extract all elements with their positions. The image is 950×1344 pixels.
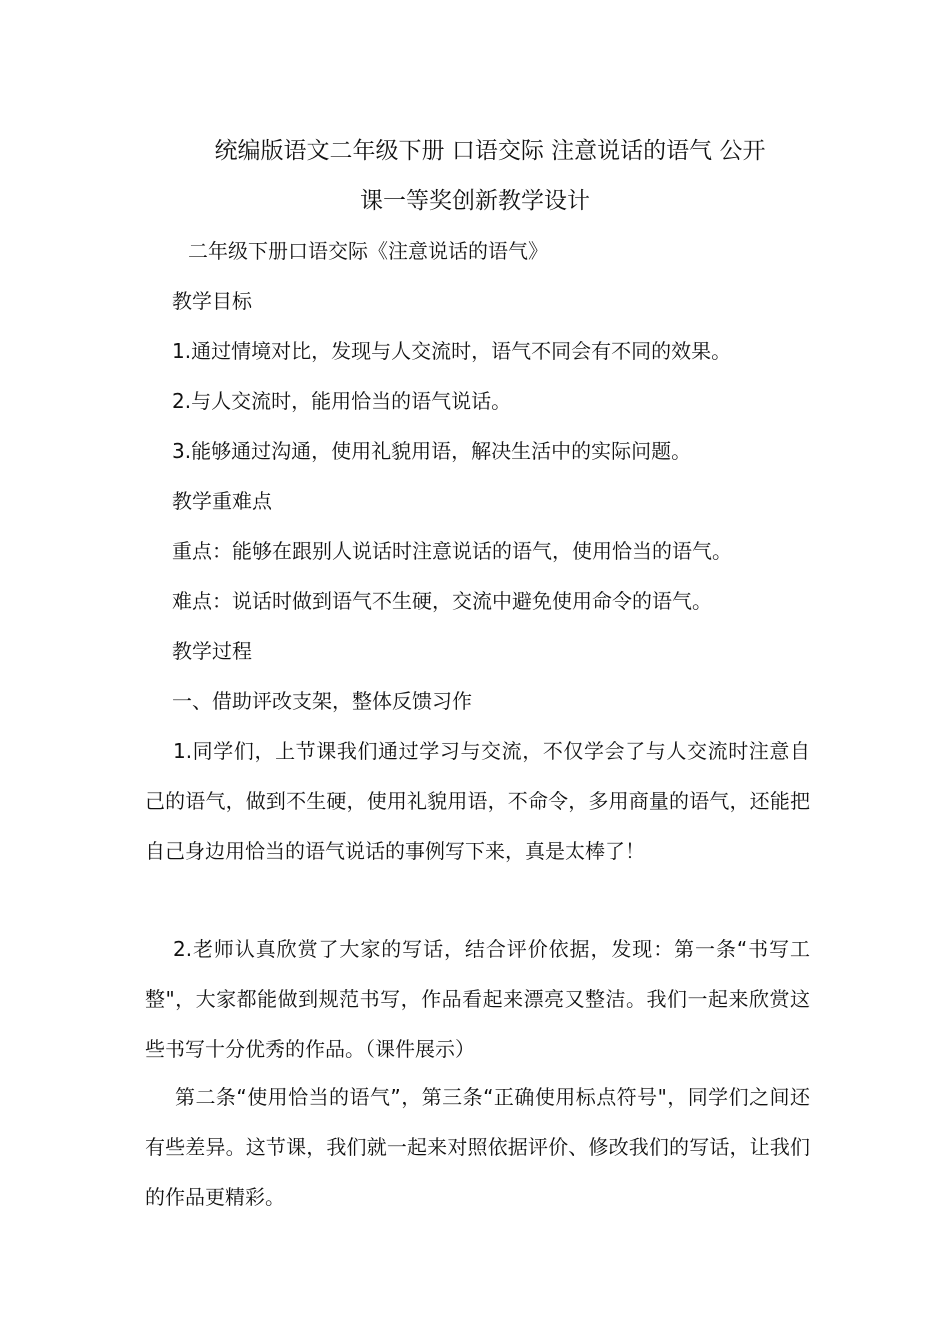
heading-teaching-process: 教学过程 xyxy=(172,639,252,663)
goal-item-3: 3.能够通过沟通，使用礼貌用语，解决生活中的实际问题。 xyxy=(172,439,692,463)
paragraph-3: 第二条“使用恰当的语气”，第三条“正确使用标点符号"，同学们之间还有些差异。这节课，我们就一起来对照依据评价、修改我们的写话，让我们的作品更精彩。 xyxy=(145,1085,810,1209)
section-heading-1: 一、借助评改支架，整体反馈习作 xyxy=(172,689,472,713)
heading-teaching-goals: 教学目标 xyxy=(172,289,252,313)
document-title-line-2: 课一等奖创新教学设计 xyxy=(360,188,590,214)
goal-item-1: 1.通过情境对比，发现与人交流时，语气不同会有不同的效果。 xyxy=(172,339,732,363)
difficulty-point: 难点：说话时做到语气不生硬，交流中避免使用命令的语气。 xyxy=(172,589,712,613)
paragraph-2: 2.老师认真欣赏了大家的写话，结合评价依据，发现：第一条“书写工整"，大家都能做到规范书写，作品看起来漂亮又整洁。我们一起来欣赏这些书写十分优秀的作品。（课件展示） xyxy=(145,937,810,1061)
paragraph-1: 1.同学们，上节课我们通过学习与交流，不仅学会了与人交流时注意自己的语气，做到不生硬，使用礼貌用语，不命令，多用商量的语气，还能把自己身边用恰当的语气说话的事例写下来，真是太棒了！ xyxy=(145,739,810,863)
lesson-subtitle: 二年级下册口语交际《注意说话的语气》 xyxy=(188,239,548,263)
document-title-line-1: 统编版语文二年级下册 口语交际 注意说话的语气 公开 xyxy=(214,138,766,164)
goal-item-2: 2.与人交流时，能用恰当的语气说话。 xyxy=(172,389,512,413)
heading-key-difficulties: 教学重难点 xyxy=(172,489,272,513)
key-point: 重点：能够在跟别人说话时注意说话的语气，使用恰当的语气。 xyxy=(172,539,732,563)
